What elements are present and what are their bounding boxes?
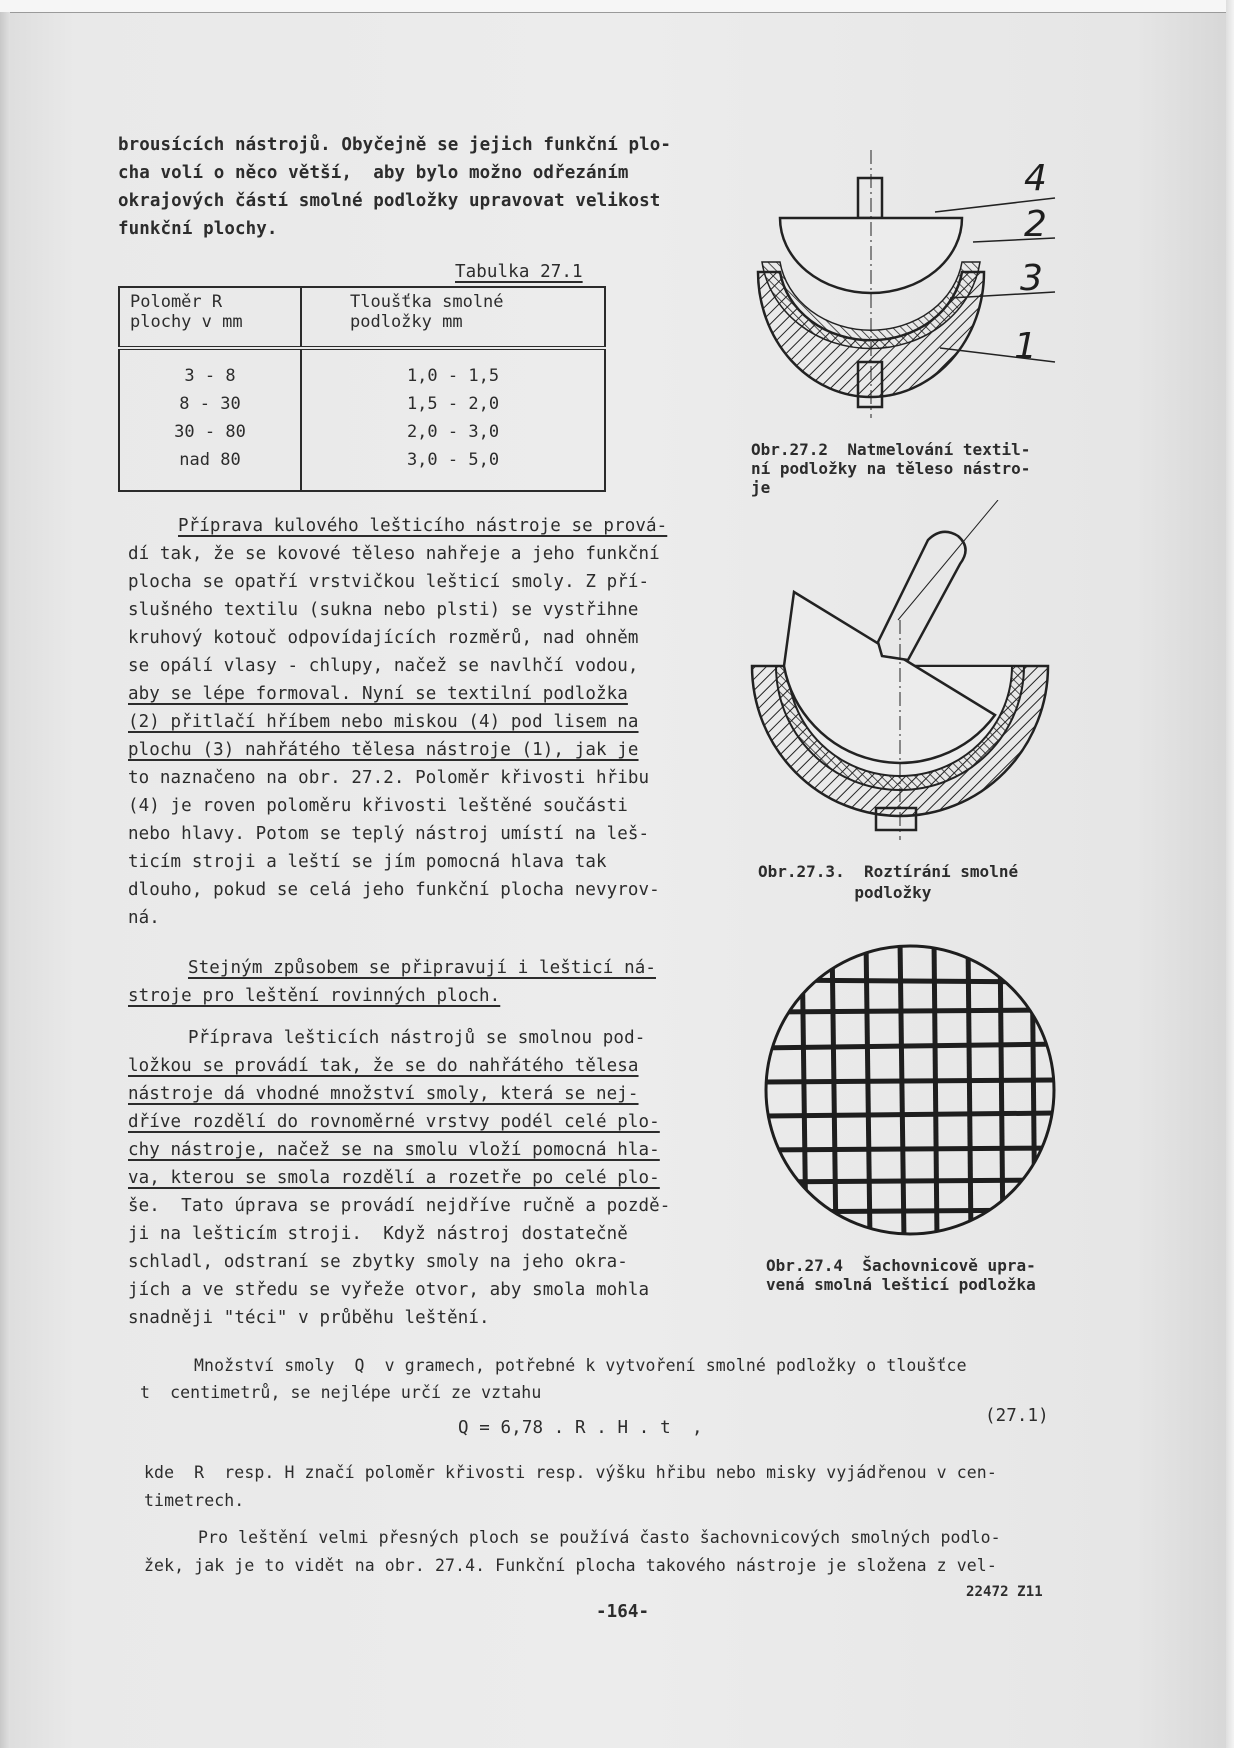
body-line: dí tak, že se kovové těleso nahřeje a jeho funkční — [128, 544, 660, 564]
body-line: Příprava lešticích nástrojů se smolnou pod- — [188, 1028, 646, 1048]
body-line: Pro leštění velmi přesných ploch se používá často šachovnicových smolných podlo- — [198, 1528, 1001, 1547]
body-line: nebo hlavy. Potom se teplý nástroj umístí na leš- — [128, 824, 650, 844]
handle — [878, 532, 966, 660]
axis-line — [898, 500, 998, 620]
body-line: ji na lešticím stroji. Když nástroj dostatečně — [128, 1224, 628, 1244]
body-line: ložkou se provádí tak, že se do nahřátého tělesa — [128, 1056, 639, 1076]
body-line: Stejným způsobem se připravují i lešticí ná- — [188, 958, 656, 978]
body-line: to naznačeno na obr. 27.2. Poloměr křivosti hřibu — [128, 768, 650, 788]
body-line: va, kterou se smola rozdělí a rozetře po celé plo- — [128, 1168, 660, 1188]
table-cell — [119, 348, 301, 491]
table-value: 3 - 8 — [184, 366, 236, 386]
table-value: 8 - 30 — [179, 394, 241, 414]
figure-caption: ní podložky na těleso nástro- — [751, 459, 1031, 478]
body-line: kruhový kotouč odpovídajících rozměrů, nad ohněm — [128, 628, 639, 648]
body-line: (4) je roven poloměru křivosti leštěné součásti — [128, 796, 628, 816]
shaft-top — [858, 178, 882, 218]
figure-label: 3 — [1020, 258, 1043, 299]
table-value: 1,0 - 1,5 — [406, 366, 500, 386]
body-line: dlouho, pokud se celá jeho funkční plocha nevyrov- — [128, 880, 660, 900]
intro-line: cha volí o něco větší, aby bylo možno odřezáním — [118, 163, 629, 183]
body-line: (2) přitlačí hříbem nebo miskou (4) pod lisem na — [128, 712, 639, 732]
table-header-text: podložky mm — [350, 312, 463, 332]
figure-caption: je — [751, 478, 771, 497]
print-code: 22472 Z11 — [966, 1584, 1043, 1600]
body-line: jích a ve středu se vyřeže otvor, aby smola mohla — [128, 1280, 650, 1300]
body-line: ná. — [128, 908, 160, 928]
table-value: 1,5 - 2,0 — [406, 394, 500, 414]
tool-outline — [766, 946, 1054, 1234]
body-line: schladl, odstraní se zbytky smoly na jeho okra- — [128, 1252, 628, 1272]
body-line: stroje pro leštění rovinných ploch. — [128, 986, 501, 1006]
figure-label: 2 — [1024, 204, 1047, 245]
body-line: slušného textilu (sukna nebo plsti) se vystřihne — [128, 600, 639, 620]
table-header-cell — [119, 287, 301, 348]
figure-27-3-drawing — [740, 500, 1060, 840]
thickness-table — [118, 286, 606, 492]
figure-label: 4 — [1024, 158, 1047, 199]
table-title: Tabulka 27.1 — [455, 262, 583, 282]
table-header-text: plochy v mm — [130, 312, 243, 332]
table-value: 2,0 - 3,0 — [406, 422, 500, 442]
intro-line: okrajových částí smolné podložky upravovat velikost — [118, 191, 661, 211]
table-header-text: Tloušťka smolné — [350, 292, 504, 312]
checkerboard-grooves — [760, 940, 1060, 1240]
figure-caption: podložky — [758, 883, 932, 902]
figure-label: 1 — [1014, 326, 1037, 367]
intro-line: brousících nástrojů. Obyčejně se jejich funkční plo- — [118, 135, 672, 155]
body-line: plocha se opatří vrstvičkou lešticí smoly. Z pří- — [128, 572, 650, 592]
body-line: t centimetrů, se nejlépe určí ze vztahu — [140, 1383, 542, 1402]
body-line: žek, jak je to vidět na obr. 27.4. Funkční plocha takového nástroje je složena z vel- — [144, 1556, 997, 1575]
figure-caption: Obr.27.2 Natmelování textil- — [751, 440, 1031, 459]
figure-caption: Obr.27.3. Roztírání smolné — [758, 862, 1019, 881]
page-number: -164- — [596, 1602, 650, 1622]
body-line: Příprava kulového lešticího nástroje se prová- — [178, 516, 668, 536]
table-body-row — [119, 348, 605, 491]
formula-number: (27.1) — [985, 1406, 1049, 1426]
intro-line: funkční plochy. — [118, 219, 278, 239]
table-value: nad 80 — [179, 450, 241, 470]
table-cell — [301, 348, 605, 491]
leader-line — [940, 348, 1055, 362]
body-line: dříve rozdělí do rovnoměrné vrstvy podél celé plo- — [128, 1112, 660, 1132]
body-line: kde R resp. H značí poloměr křivosti resp. výšku hřibu nebo misky vyjádřenou v cen- — [144, 1463, 997, 1482]
figure-caption: vená smolná lešticí podložka — [766, 1275, 1036, 1294]
body-line: nástroje dá vhodné množství smoly, která se nej- — [128, 1084, 639, 1104]
table-value: 30 - 80 — [174, 422, 246, 442]
body-line: snadněji "téci" v průběhu leštění. — [128, 1308, 490, 1328]
body-line: aby se lépe formoval. Nyní se textilní podložka — [128, 684, 628, 704]
page-top-edge — [0, 0, 1234, 13]
table-header-cell — [301, 287, 605, 348]
page-right-edge — [1226, 0, 1234, 1748]
table-value: 3,0 - 5,0 — [406, 450, 500, 470]
body-line: plochu (3) nahřátého tělesa nástroje (1), jak je — [128, 740, 639, 760]
table-header-text: Poloměr R — [130, 292, 223, 312]
body-line: timetrech. — [144, 1491, 245, 1510]
body-line: chy nástroje, načež se na smolu vloží pomocná hla- — [128, 1140, 660, 1160]
body-line: Množství smoly Q v gramech, potřebné k vytvoření smolné podložky o tloušťce — [194, 1356, 967, 1375]
table-header-row — [119, 287, 605, 348]
body-line: ticím stroji a leští se jím pomocná hlava tak — [128, 852, 607, 872]
body-line: se opálí vlasy - chlupy, načež se navlhčí vodou, — [128, 656, 639, 676]
figure-27-4-drawing — [760, 940, 1060, 1240]
body-line: še. Tato úprava se provádí nejdříve ručně a pozdě- — [128, 1196, 671, 1216]
page-left-edge — [0, 12, 10, 1748]
formula: Q = 6,78 . R . H . t , — [458, 1418, 703, 1438]
figure-caption: Obr.27.4 Šachovnicově upra- — [766, 1256, 1036, 1275]
